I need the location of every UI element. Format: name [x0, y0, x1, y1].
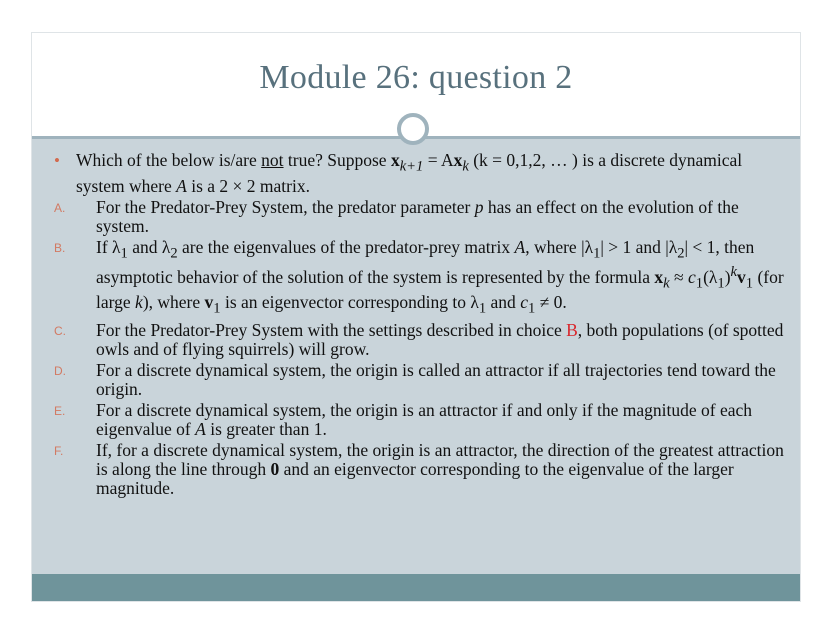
option-letter: A.: [54, 200, 66, 215]
slide-footer-bar: [32, 574, 800, 601]
option-a: A. For the Predator-Prey System, the predator parameter p has an effect on the evolution of the system.: [54, 196, 739, 236]
bullet-icon: •: [54, 151, 60, 170]
option-letter: B.: [54, 240, 66, 255]
option-letter: D.: [54, 363, 66, 378]
not-underlined: not: [261, 150, 284, 170]
option-d: D. For a discrete dynamical system, the origin is called an attractor if all trajectories tend toward the origin.: [54, 359, 776, 399]
option-e: E. For a discrete dynamical system, the origin is an attractor if and only if the magnitude of each eigenvalue of A is greater than 1.: [54, 399, 753, 439]
slide-title: Module 26: question 2: [259, 59, 573, 96]
ring-ornament-icon: [397, 113, 429, 145]
option-c: C. For the Predator-Prey System with the settings described in choice B, both populations (of spotted owls and of flying squirrels) will grow.: [54, 319, 784, 359]
option-letter: E.: [54, 403, 66, 418]
option-letter: F.: [54, 443, 64, 458]
option-b: B. If $\lambda_1$ and $\lambda_2$ are the eigenvalues of the predator-prey matrix A, where $|\lambda_1| > 1$ and $|\lambda_2| < 1$, then asymptotic behavior of the solution of the system is represented by the formula $x_k \approx c_1(\lambda_1)^kv_1$ (for large k), where $v_1$ is an eigenvector corresponding to $\lambda_1$ and $c_1 \ne 0$.: [54, 236, 784, 317]
choice-reference: B: [566, 319, 578, 340]
slide-content: [52, 151, 790, 500]
option-f: F. If, for a discrete dynamical system, the origin is an attractor, the direction of the greatest attraction is along the line through 0 and an eigenvector corresponding to the eigenvalue of the larger magnitude.: [54, 439, 784, 498]
question-stem: • Which of the below is/are not true? Suppose $x_{k+1} = Ax_k$ (k = 0,1,2, … ) is a discrete dynamical system where A is a 2 × 2 matrix.: [54, 150, 743, 196]
slide: [31, 32, 801, 602]
option-letter: C.: [54, 323, 66, 338]
